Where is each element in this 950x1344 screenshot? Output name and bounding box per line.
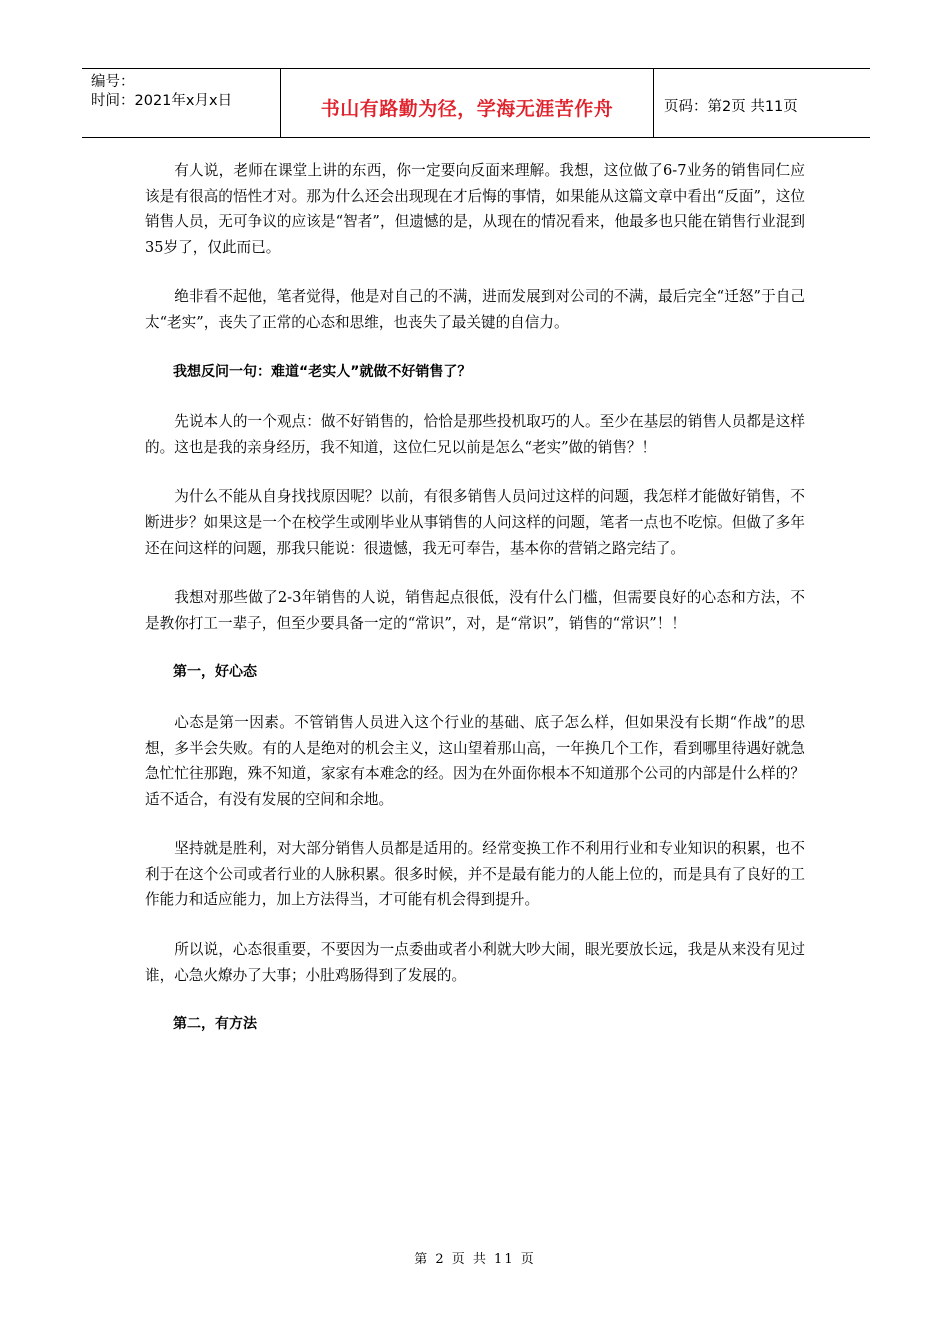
- document-number-label: 编号：: [91, 74, 135, 90]
- header-meta: [82, 69, 281, 137]
- paragraph: 心态是第一因素。不管销售人员进入这个行业的基础、底子怎么样，但如果没有长期“作战”的思想，多半会失败。有的人是绝对的机会主义，这山望着那山高，一年换几个工作，看到哪里待遇好就急急忙忙往那跑，殊不知道，家家有本难念的经。因为在外面你根本不知道那个公司的内部是什么样的？适不适合，有没有发展的空间和余地。: [145, 713, 805, 808]
- paragraph: 绝非看不起他，笔者觉得，他是对自己的不满，进而发展到对公司的不满，最后完全“迁怒”于自己太“老实”，丧失了正常的心态和思维，也丧失了最关键的自信力。: [145, 288, 805, 331]
- section-heading: 我想反问一句：难道“老实人”就做不好销售了？: [173, 363, 472, 380]
- header-page-info: 页码：第2页 共11页: [664, 98, 798, 115]
- paragraph: 坚持就是胜利，对大部分销售人员都是适用的。经常变换工作不利用行业和专业知识的积累，也不利于在这个公司或者行业的人脉积累。很多时候，并不是最有能力的人能上位的，而是具有了良好的工作能力和适应能力，加上方法得当，才可能有机会得到提升。: [145, 840, 805, 909]
- paragraph: 先说本人的一个观点：做不好销售的，恰恰是那些投机取巧的人。至少在基层的销售人员都是这样的。这也是我的亲身经历，我不知道，这位仁兄以前是怎么“老实”做的销售？！: [145, 413, 805, 456]
- paragraph: 为什么不能从自身找找原因呢？以前，有很多销售人员问过这样的问题，我怎样才能做好销售，不断进步？如果这是一个在校学生或刚毕业从事销售的人问这样的问题，笔者一点也不吃惊。但做了多年还在问这样的问题，那我只能说：很遗憾，我无可奉告，基本你的营销之路完结了。: [145, 488, 805, 557]
- header-motto-cell: [281, 69, 654, 137]
- paragraph: 我想对那些做了2-3年销售的人说，销售起点很低，没有什么门槛，但需要良好的心态和方法，不是教你打工一辈子，但至少要具备一定的“常识”，对，是“常识”，销售的“常识”！！: [145, 589, 805, 632]
- section-heading: 第一，好心态: [173, 664, 257, 681]
- paragraph: 所以说，心态很重要，不要因为一点委曲或者小利就大吵大闹，眼光要放长远，我是从来没有见过谁，心急火燎办了大事；小肚鸡肠得到了发展的。: [145, 941, 805, 984]
- section-heading: 第二，有方法: [173, 1016, 257, 1033]
- paragraph: 有人说，老师在课堂上讲的东西，你一定要向反面来理解。我想，这位做了6-7业务的销售同仁应该是有很高的悟性才对。那为什么还会出现现在才后悔的事情，如果能从这篇文章中看出“反面”，这位销售人员，无可争议的应该是“智者”，但遗憾的是，从现在的情况看来，他最多也只能在销售行业混到35岁了，仅此而已。: [145, 162, 805, 256]
- header-motto: 书山有路勤为径，学海无涯苦作舟: [320, 97, 614, 120]
- document-date: 时间：2021年x月x日: [91, 93, 233, 109]
- document-body: [145, 158, 805, 1062]
- page-header: [82, 68, 870, 138]
- page-footer: 第 2 页 共 11 页: [414, 1252, 536, 1267]
